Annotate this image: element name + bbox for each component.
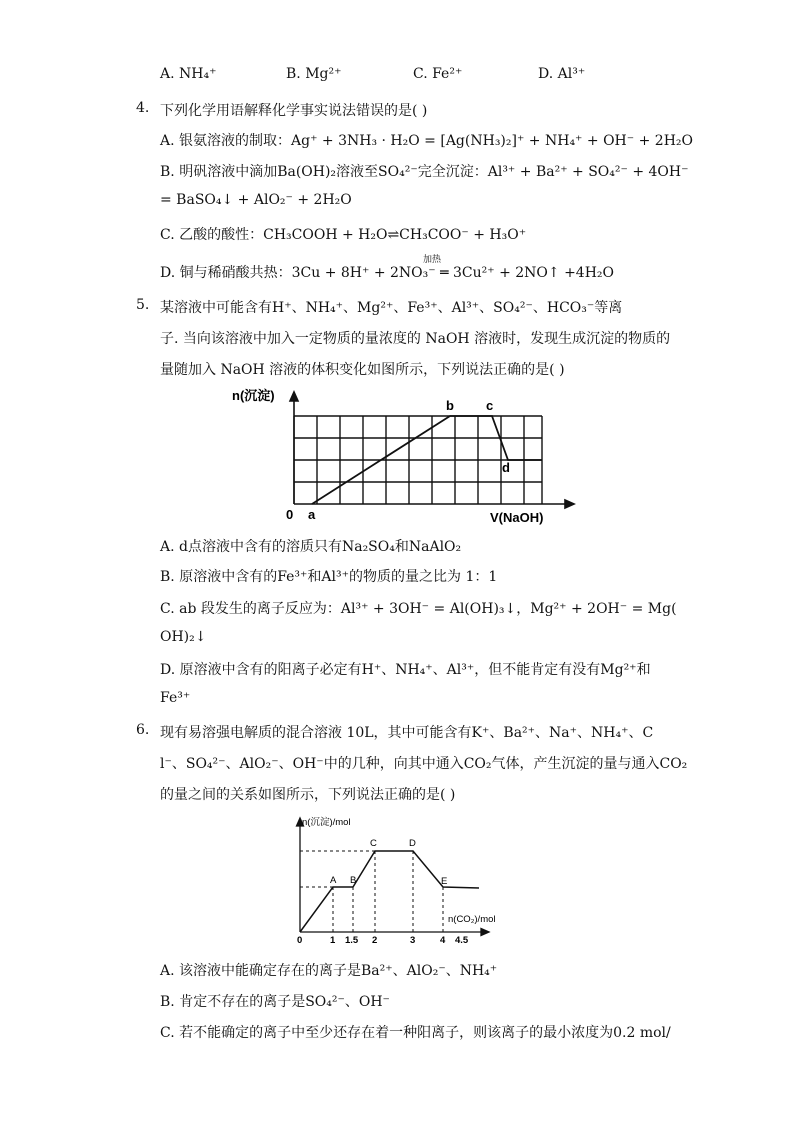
q6-xtick-5: 4 [440,935,446,946]
q5-xlabel: V(NaOH) [490,510,544,525]
q4-option-b-cont: = BaSO₄↓ + AlO₂⁻ + 2H₂O [160,192,352,208]
q5-point-a: a [308,507,316,522]
q5-option-a: A. d点溶液中含有的溶质只有Na₂SO₄和NaAlO₂ [160,539,462,555]
q6-stem-line-2: l⁻、SO₄²⁻、AlO₂⁻、OH⁻中的几种，向其中通入CO₂气体，产生沉淀的量与通入CO₂ [160,756,688,772]
q4-heat-label: 加热 [423,255,442,265]
q5-option-d-cont: Fe³⁺ [160,690,191,706]
q6-xtick-0: 0 [297,935,303,946]
q5-option-b: B. 原溶液中含有的Fe³⁺和Al³⁺的物质的量之比为 1：1 [160,569,498,585]
q4-option-c: C. 乙酸的酸性：CH₃COOH + H₂O⇌CH₃COO⁻ + H₃O⁺ [160,227,527,243]
q6-xlabel: n(CO₂)/mol [448,914,496,925]
q5-option-c: C. ab 段发生的离子反应为：Al³⁺ + 3OH⁻ = Al(OH)₃↓，Mg²⁺ + 2OH⁻ = Mg( [160,601,677,617]
q6-label-a: A [330,875,337,886]
q6-label-d: D [409,838,416,849]
q6-xtick-2: 1.5 [345,935,359,946]
q4-stem: 下列化学用语解释化学事实说法错误的是( ) [160,103,428,119]
q5-origin: 0 [286,507,294,522]
q4-option-d: D. 铜与稀硝酸共热：3Cu + 8H⁺ + 2NO₃⁻ ═ 3Cu²⁺ + 2NO↑ +4H₂O [160,265,615,281]
q3-option-b: B. Mg²⁺ [286,66,342,82]
q6-stem-line-1: 现有易溶强电解质的混合溶液 10L，其中可能含有K⁺、Ba²⁺、Na⁺、NH₄⁺、C [160,725,654,741]
q5-stem-line-3: 量随加入 NaOH 溶液的体积变化如图所示，下列说法正确的是( ) [160,362,565,378]
q5-option-d: D. 原溶液中含有的阳离子必定有H⁺、NH₄⁺、Al³⁺，但不能肯定有没有Mg²⁺和 [160,662,651,678]
q6-stem-line-3: 的量之间的关系如图所示，下列说法正确的是( ) [160,787,456,803]
q6-xtick-3: 2 [372,935,378,946]
q5-option-c-cont: OH)₂↓ [160,629,207,645]
q6-label-b: B [350,875,357,886]
q5-point-b: b [446,398,454,413]
q3-option-a: A. NH₄⁺ [160,66,217,82]
q3-option-d: D. Al³⁺ [538,66,586,82]
q5-point-c: c [486,398,494,413]
q3-option-c: C. Fe²⁺ [413,66,463,82]
q5-number: 5. [136,297,150,313]
q6-number: 6. [136,722,150,738]
q6-option-c: C. 若不能确定的离子中至少还存在着一种阳离子，则该离子的最小浓度为0.2 mol/ [160,1025,671,1041]
q5-ylabel: n(沉淀) [232,388,275,403]
q6-option-a: A. 该溶液中能确定存在的离子是Ba²⁺、AlO₂⁻、NH₄⁺ [160,963,498,979]
q6-label-c: C [370,838,377,849]
q6-xtick-4: 3 [410,935,416,946]
q6-xtick-6: 4.5 [455,935,469,946]
q4-option-a: A. 银氨溶液的制取：Ag⁺ + 3NH₃ · H₂O = [Ag(NH₃)₂]⁺ + NH₄⁺ + OH⁻ + 2H₂O [160,133,693,149]
q5-stem-line-2: 子. 当向该溶液中加入一定物质的量浓度的 NaOH 溶液时，发现生成沉淀的物质的 [160,331,671,347]
q6-dashes [300,851,443,932]
q5-stem-line-1: 某溶液中可能含有H⁺、NH₄⁺、Mg²⁺、Fe³⁺、Al³⁺、SO₄²⁻、HCO₃⁻等离 [160,300,623,316]
q5-point-d: d [502,460,510,475]
q4-number: 4. [136,100,150,116]
q6-ylabel: n(沉淀)/mol [302,817,351,828]
q5-graph [228,386,588,526]
q6-xtick-1: 1 [330,935,336,946]
q6-option-b: B. 肯定不存在的离子是SO₄²⁻、OH⁻ [160,994,390,1010]
q6-label-e: E [441,876,448,887]
q4-option-b: B. 明矾溶液中滴加Ba(OH)₂溶液至SO₄²⁻完全沉淀：Al³⁺ + Ba²⁺ + SO₄²⁻ + 4OH⁻ [160,164,689,180]
q6-graph [283,812,503,947]
